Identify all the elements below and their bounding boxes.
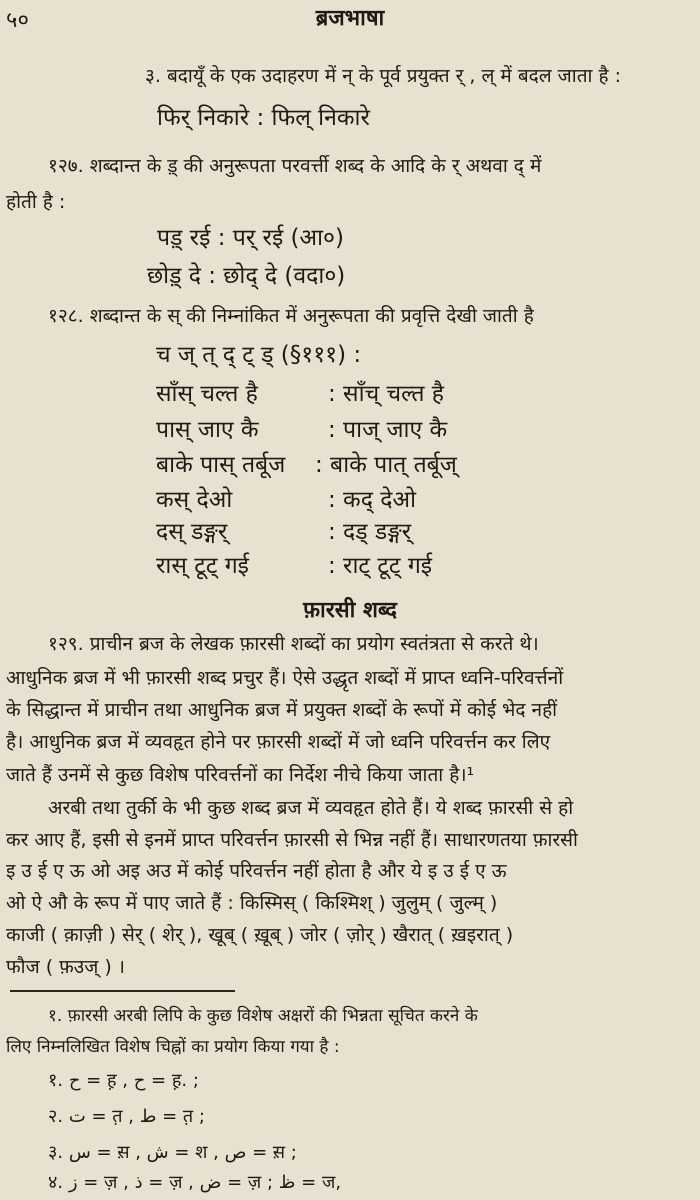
paragraph-line: इ उ ई ए ऊ ओ अइ अउ में कोई परिवर्त्तन नहीं होता है और ये इ उ ई ए ऊ [6,860,507,882]
section-128-line: १२८. शब्दान्त के स् की निम्नांकित में अनुरूपता की प्रवृत्ति देखी जाती है [48,305,534,327]
paragraph-line: आधुनिक ब्रज में भी फ़ारसी शब्द प्रचुर हैं। ऐसे उद्धृत शब्दों में प्राप्त ध्वनि-परिवर्त्तनों [6,667,564,689]
paragraph-line: काजी ( क़ाज़ी ) सेर् ( शेर् ), खूब् ( ख़ूब् ) जोर ( ज़ोर् ) खैरात् ( ख़इरात् ) [6,924,514,946]
example-left: कस् देओ [156,487,233,513]
footnote-line: १. फ़ारसी अरबी लिपि के कुछ विशेष अक्षरों की भिन्नता सूचित करने के [48,1006,478,1026]
example-right: : पाज् जाए कै [328,417,448,443]
paragraph-line: है। आधुनिक ब्रज में व्यवहृत होने पर फ़ारसी शब्दों में जो ध्वनि परिवर्त्तन कर लिए [6,731,551,753]
example-left: दस् डङ्गर् [156,519,228,545]
example-right: : राट् टूट् गई [328,553,433,579]
example-line: पड़् रई : पर् रई (आ०) [157,225,344,251]
paragraph-line: अरबी तथा तुर्की के भी कुछ शब्द ब्रज में व्यवहृत होते हैं। ये शब्द फ़ारसी से हो [48,797,574,819]
example-line: फिर् निकारे : फिल् निकारे [157,105,370,131]
paragraph-line: ओ ऐ औ के रूप में पाए जाते हैं : किस्मिस् ( किश्मिश् ) जुलुम् ( जुल्म् ) [6,892,498,914]
paragraph-line: १२९. प्राचीन ब्रज के लेखक फ़ारसी शब्दों का प्रयोग स्वतंत्रता से करते थे। [48,633,539,655]
example-right: : कद् देओ [328,487,416,513]
example-line: छोड़् दे : छोद् दे (वदा०) [147,263,346,289]
example-line: च ज् त् द् ट् ड् (§१११) : [156,342,362,368]
example-left: साँस् चल्त है [156,381,258,407]
running-title: ब्रजभाषा [315,6,385,31]
example-right: : बाके पात् तर्बूज् [315,452,457,478]
page-number: ५० [6,8,29,33]
example-right: : दड् डङ्गर् [328,519,412,545]
footnote-divider [10,990,235,992]
section-heading: फ़ारसी शब्द [303,598,397,623]
example-right: : साँच् चल्त है [328,381,444,407]
section-127-line: १२७. शब्दान्त के ड़् की अनुरूपता परवर्त्ती शब्द के आदि के र् अथवा द् में [48,155,542,177]
footnote-mapping: १. ح = ह़ , ح = ह़. ; [48,1070,199,1091]
example-left: पास् जाए कै [156,417,259,443]
paragraph-line: जाते हैं उनमें से कुछ विशेष परिवर्त्तनों का निर्देश नीचे किया जाता है।¹ [6,764,475,786]
footnote-line: लिए निम्नलिखित विशेष चिह्नों का प्रयोग किया गया है : [6,1037,340,1057]
footnote-mapping: ४. ز = ज़ , ذ = ज़ , ض = ज़ ; ظ = ज, [48,1172,342,1193]
footnote-mapping: २. ت = त़ , ط = त़ ; [48,1106,205,1127]
footnote-mapping: ३. س = स़ , ش = श , ص = स़ ; [48,1142,297,1163]
paragraph-line: के सिद्धान्त में प्राचीन तथा आधुनिक ब्रज में प्रयुक्त शब्दों के रूपों में कोई भेद नहीं [6,699,558,721]
text-line: होती है : [6,191,66,213]
example-left: बाके पास् तर्बूज [156,452,286,478]
text-line: ३. बदायूँ के एक उदाहरण में न् के पूर्व प्रयुक्त र् , ल् में बदल जाता है : [145,65,622,87]
paragraph-line: फौज ( फ़उज् ) । [6,956,126,978]
example-left: रास् टूट् गई [156,553,249,579]
paragraph-line: कर आए हैं, इसी से इनमें प्राप्त परिवर्त्तन फ़ारसी से भिन्न नहीं हैं। साधारणतया फ़ारसी [6,829,578,851]
